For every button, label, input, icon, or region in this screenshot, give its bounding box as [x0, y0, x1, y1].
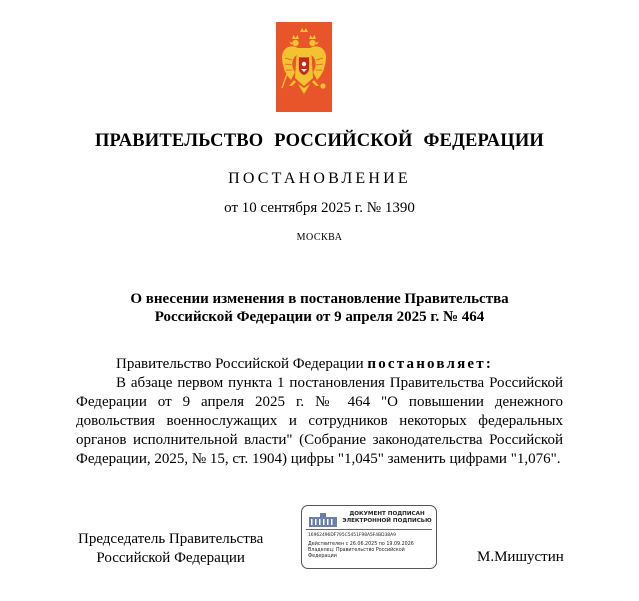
decree-verb: постановляет: — [367, 356, 494, 372]
city-name: МОСКВА — [296, 232, 343, 243]
certificate-serial: 16962496DF795C5451F98A5F4BD38A9 — [308, 533, 396, 538]
intro-prefix: Правительство Российской Федерации — [116, 356, 368, 372]
stamp-divider — [306, 529, 432, 530]
position-line-1: Председатель Правительства — [78, 531, 264, 547]
body-paragraph: В абзаце первом пункта 1 постановления Правительства Российской Федерации от 9 апреля 2025 г. № 464 "О повышении денежного довольствия военнослужащих и сотрудников некоторых федеральных органов исполнительной власти" (Собрание законодательства Российской Федерации, 2025, № 15, ст. 1904) цифры "1,045" заменить цифрами "1,076". — [76, 375, 563, 467]
certificate-validity: Действителен с 26.06.2025 по 19.09.2026 — [308, 542, 414, 547]
decree-subject — [0, 290, 639, 326]
decree-date-number: от 10 сентября 2025 г. № 1390 — [224, 200, 415, 216]
certificate-owner-line-2: Федерации — [308, 554, 337, 559]
signatory-name: М.Мишустин — [477, 549, 564, 565]
stamp-header-line-1: ДОКУМЕНТ ПОДПИСАН — [349, 511, 425, 517]
certificate-owner-line-1: Владелец: Правительство Российской — [308, 548, 405, 553]
certificate-details — [308, 542, 414, 560]
signatory-position — [78, 530, 263, 568]
document-type: ПОСТАНОВЛЕНИЕ — [228, 170, 411, 187]
double-headed-eagle-icon — [276, 22, 332, 112]
stamp-header — [340, 511, 434, 525]
stamp-header-line-2: ЭЛЕКТРОННОЙ ПОДПИСЬЮ — [342, 518, 432, 524]
body-intro — [76, 355, 563, 374]
government-title: ПРАВИТЕЛЬСТВО РОССИЙСКОЙ ФЕДЕРАЦИИ — [94, 131, 545, 151]
coat-of-arms-emblem — [276, 22, 332, 112]
electronic-signature-stamp — [301, 505, 437, 569]
government-building-icon — [308, 512, 338, 528]
subject-line-2: Российской Федерации от 9 апреля 2025 г. № 464 — [154, 309, 485, 325]
subject-line-1: О внесении изменения в постановление Правительства — [130, 291, 509, 307]
decree-body — [76, 355, 563, 469]
position-line-2: Российской Федерации — [96, 550, 245, 566]
